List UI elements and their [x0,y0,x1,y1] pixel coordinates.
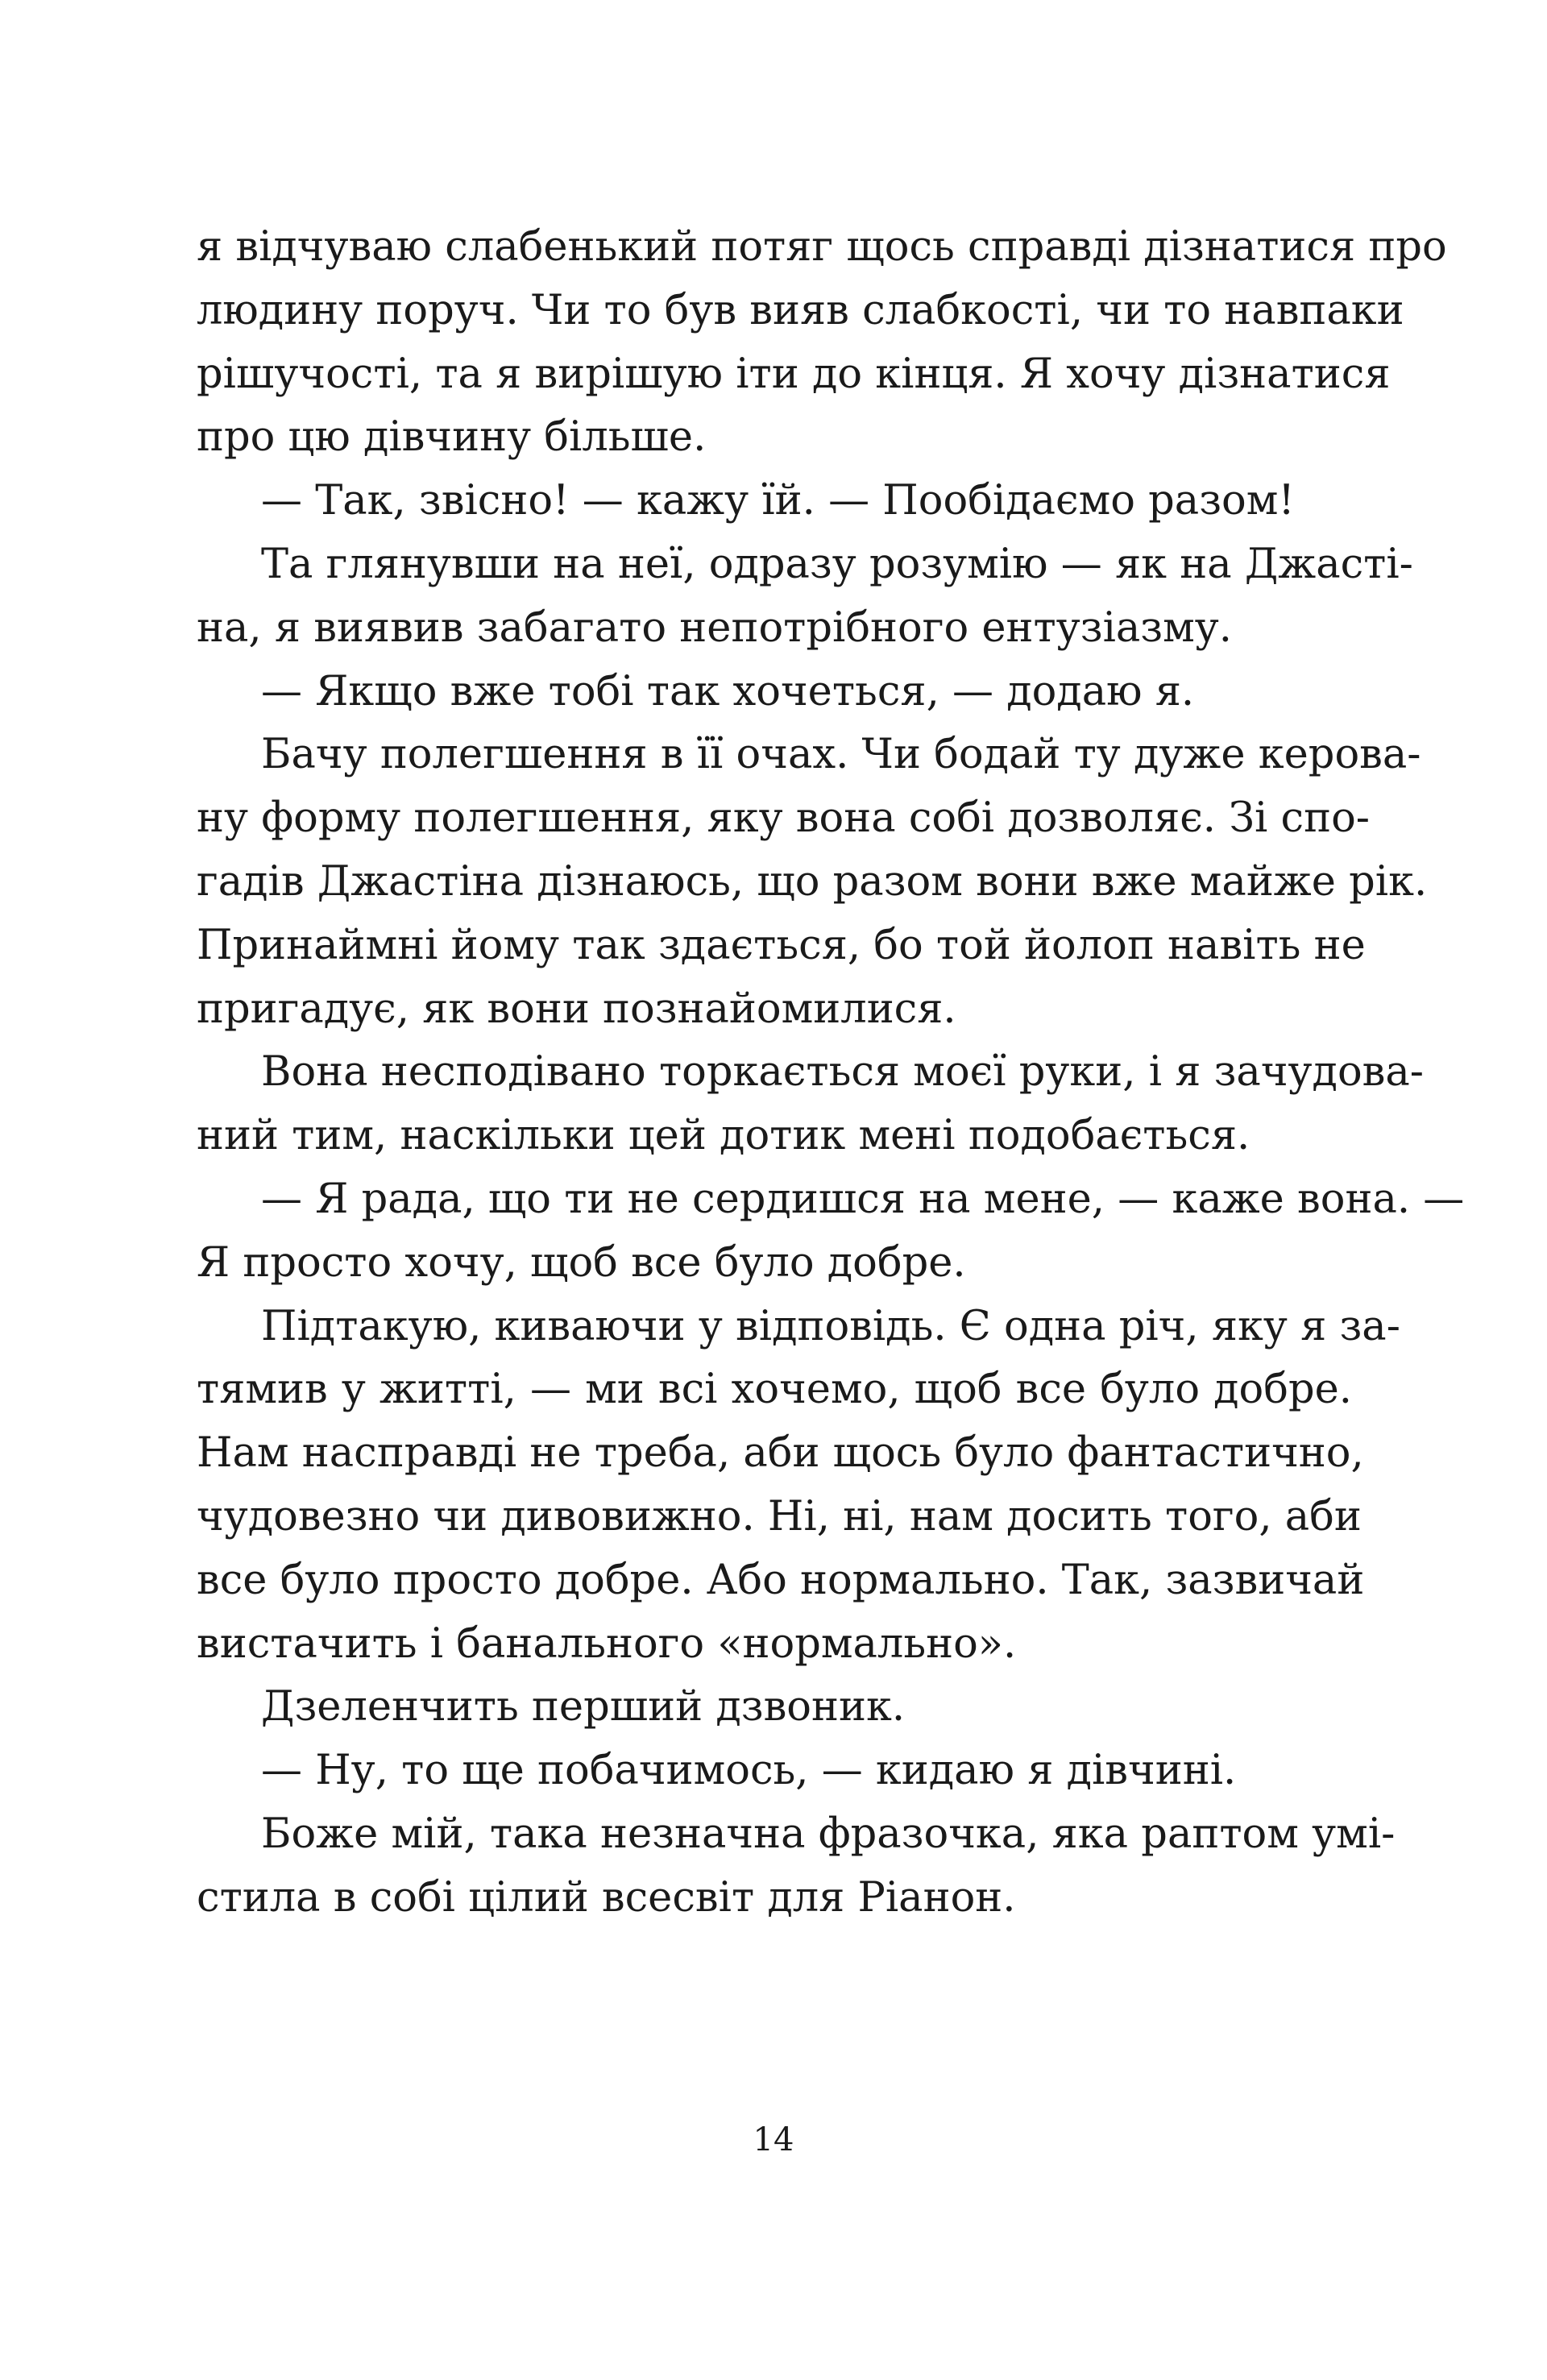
text-line: на, я виявив забагато непотрібного ентузіазму. [197,603,1233,652]
dialogue-line: — Так, звісно! — кажу їй. — Пообідаємо разом! [261,477,1295,525]
paragraph-start: Вона несподівано торкається моєї руки, і я зачудова- [261,1048,1425,1097]
text-line: ну форму полегшення, яку вона собі дозволяє. Зі спо- [197,794,1371,843]
paragraph-start: Та глянувши на неї, одразу розумію — як на Джасті- [261,540,1413,588]
text-line: Принаймні йому так здається, бо той йолоп навіть не [197,921,1366,969]
paragraph-start: Дзеленчить перший дзвоник. [261,1683,906,1731]
text-line: про цю дівчину більше. [197,413,707,462]
page-number: 14 [753,2121,794,2158]
text-line: пригадує, як вони познайомилися. [197,985,956,1033]
text-line: Я просто хочу, щоб все було добре. [197,1238,966,1287]
text-line: рішучості, та я вирішую іти до кінця. Я хочу дізнатися [197,350,1391,398]
page-body [197,216,1465,1930]
text-line: чудовезно чи дивовижно. Ні, ні, нам досить того, аби [197,1492,1362,1540]
text-line: тямив у житті, — ми всі хочемо, щоб все було добре. [197,1366,1352,1414]
text-line: людину поруч. Чи то був вияв слабкості, чи то навпаки [197,286,1404,334]
dialogue-line: — Ну, то ще побачимось, — кидаю я дівчині. [261,1747,1237,1795]
paragraph-start: Боже мій, така незначна фразочка, яка раптом умі- [261,1810,1396,1858]
paragraph-start: Бачу полегшення в її очах. Чи бодай ту дуже керова- [261,731,1421,779]
text-line: ний тим, наскільки цей дотик мені подобається. [197,1112,1250,1160]
text-line: Нам насправді не треба, аби щось було фантастично, [197,1429,1364,1478]
text-line: гадів Джастіна дізнаюсь, що разом вони вже майже рік. [197,857,1428,906]
paragraph-start: Підтакую, киваючи у відповідь. Є одна річ, яку я за- [261,1302,1400,1350]
text-line: стила в собі цілий всесвіт для Ріанон. [197,1873,1016,1922]
dialogue-line: — Я рада, що ти не сердишся на мене, — каже вона. — [261,1175,1465,1223]
text-line: я відчуваю слабенький потяг щось справді дізнатися про [197,223,1447,271]
text-line: все було просто добре. Або нормально. Так, зазвичай [197,1556,1365,1604]
dialogue-line: — Якщо вже тобі так хочеться, — додаю я. [261,667,1195,715]
text-line: вистачить і банального «нормально». [197,1619,1017,1668]
